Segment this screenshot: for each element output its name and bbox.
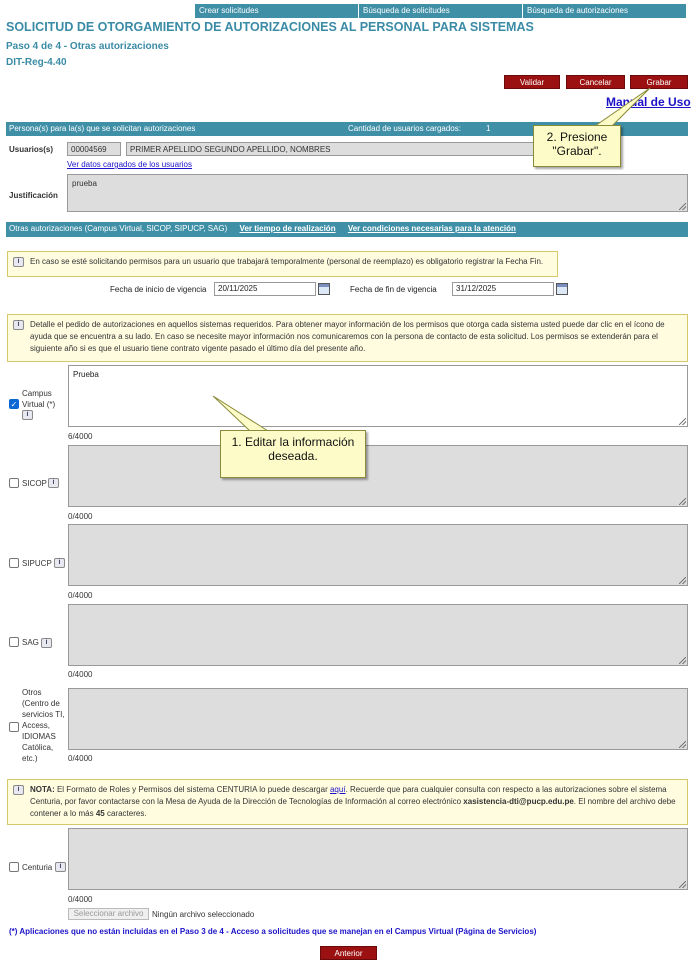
download-link[interactable]: aquí xyxy=(329,785,346,794)
note-text-2: . Recuerde que para cualquier consulta con respecto a las autorizaciones sobre el sistema Centuria, por favor contactarse con la Mesa de Ayuda de la Dirección de Tecnologías de Información al correo electrónico xyxy=(30,785,667,806)
callout-edit: 1. Editar la información deseada. xyxy=(220,430,366,478)
start-date-input[interactable]: 20/11/2025 xyxy=(214,282,316,296)
justification-label: Justificación xyxy=(9,191,58,200)
file-status: Ningún archivo seleccionado xyxy=(152,910,255,919)
end-date-input[interactable]: 31/12/2025 xyxy=(452,282,554,296)
support-email: xasistencia-dti@pucp.edu.pe xyxy=(463,797,574,806)
sipucp-label: SIPUCP xyxy=(22,559,52,568)
nav-busqueda-solicitudes[interactable]: Búsqueda de solicitudes xyxy=(358,4,522,18)
note-text-4: caracteres. xyxy=(106,809,147,818)
help-icon[interactable]: i xyxy=(22,410,33,420)
cancelar-button[interactable]: Cancelar xyxy=(566,75,625,89)
sag-label: SAG xyxy=(22,638,39,647)
char-counter: 0/4000 xyxy=(68,670,93,679)
help-icon[interactable]: i xyxy=(41,638,52,648)
grabar-button[interactable]: Grabar xyxy=(630,75,688,89)
char-counter: 0/4000 xyxy=(68,895,93,904)
max-chars: 45 xyxy=(95,809,105,818)
help-icon[interactable]: i xyxy=(48,478,59,488)
user-code-field: 00004569 xyxy=(67,142,121,156)
persons-bar-label: Persona(s) para la(s) que se solicitan autorizaciones xyxy=(9,124,196,133)
sicop-label: SICOP xyxy=(22,479,47,488)
help-icon[interactable]: i xyxy=(55,862,66,872)
callout-pointer-1 xyxy=(213,396,268,431)
file-select-button[interactable]: Seleccionar archivo xyxy=(68,908,149,920)
nav-busqueda-autorizaciones[interactable]: Búsqueda de autorizaciones xyxy=(522,4,686,18)
callout-save: 2. Presione "Grabar". xyxy=(533,125,621,167)
users-count: 1 xyxy=(486,124,491,133)
note-text-1: El Formato de Roles y Permisos del sistema CENTURIA lo puede descargar xyxy=(56,785,328,794)
justification-text: prueba xyxy=(72,179,97,188)
char-counter: 0/4000 xyxy=(68,754,93,763)
centuria-label: Centuria xyxy=(22,863,53,872)
help-icon[interactable]: i xyxy=(54,558,65,568)
char-counter: 0/4000 xyxy=(68,512,93,521)
users-label: Usuarios(s) xyxy=(9,145,54,154)
manual-link[interactable]: Manual de Uso xyxy=(606,95,691,109)
otros-label: Otros (Centro de servicios TI, Access, IDIOMAS Católica, etc.) xyxy=(22,688,65,763)
note-text-3: . El nombre del archivo debe contener a lo más xyxy=(30,797,676,818)
end-date-label: Fecha de fin de vigencia xyxy=(350,285,437,294)
callout-pointer-2 xyxy=(595,88,650,126)
nav-crear-solicitudes[interactable]: Crear solicitudes xyxy=(194,4,358,18)
info-icon: i xyxy=(13,785,24,795)
info-icon: i xyxy=(13,257,24,267)
anterior-button[interactable]: Anterior xyxy=(320,946,377,960)
page-title: SOLICITUD DE OTORGAMIENTO DE AUTORIZACIONES AL PERSONAL PARA SISTEMAS xyxy=(6,20,534,34)
condiciones-link[interactable]: Ver condiciones necesarias para la atención xyxy=(347,224,516,233)
other-bar-label: Otras autorizaciones (Campus Virtual, SICOP, SIPUCP, SAG) xyxy=(9,224,228,233)
footnote: (*) Aplicaciones que no están incluidas en el Paso 3 de 4 - Acceso a solicitudes que se manejan en el Campus Virtual (Página de Servicios) xyxy=(9,927,537,936)
users-count-label: Cantidad de usuarios cargados: xyxy=(348,124,461,133)
ver-datos-link[interactable]: Ver datos cargados de los usuarios xyxy=(67,160,192,169)
form-code: DIT-Reg-4.40 xyxy=(6,57,67,68)
tiempo-realizacion-link[interactable]: Ver tiempo de realización xyxy=(239,224,336,233)
user-name-field: PRIMER APELLIDO SEGUNDO APELLIDO, NOMBRES xyxy=(126,142,536,156)
info-temporal-text: En caso se esté solicitando permisos para un usuario que trabajará temporalmente (personal de reemplazo) es obligatorio registrar la Fecha Fin. xyxy=(30,257,544,266)
char-counter: 0/4000 xyxy=(68,591,93,600)
start-date-label: Fecha de inicio de vigencia xyxy=(110,285,207,294)
campus-virtual-checkbox[interactable]: ✓ xyxy=(10,400,18,409)
campus-virtual-label: Campus Virtual (*) xyxy=(22,389,56,409)
note-label: NOTA: xyxy=(30,785,55,794)
campus-virtual-text: Prueba xyxy=(73,370,99,379)
validar-button[interactable]: Validar xyxy=(504,75,560,89)
info-icon: i xyxy=(13,320,24,330)
info-detail-text: Detalle el pedido de autorizaciones en aquellos sistemas requeridos. Para obtener mayor información de los permisos que otorga cada sistema usted puede dar clic en el ícono de ayuda que se encuentra a su lado. En caso se necesite mayor información nos comunicaremos con la persona de contacto de esta solicitud. Los permisos se extenderán para el siguiente año si es que el usuario tiene contrato vigente pasado el último día del presente año. xyxy=(30,320,665,353)
step-label: Paso 4 de 4 - Otras autorizaciones xyxy=(6,41,169,52)
char-counter: 6/4000 xyxy=(68,432,93,441)
